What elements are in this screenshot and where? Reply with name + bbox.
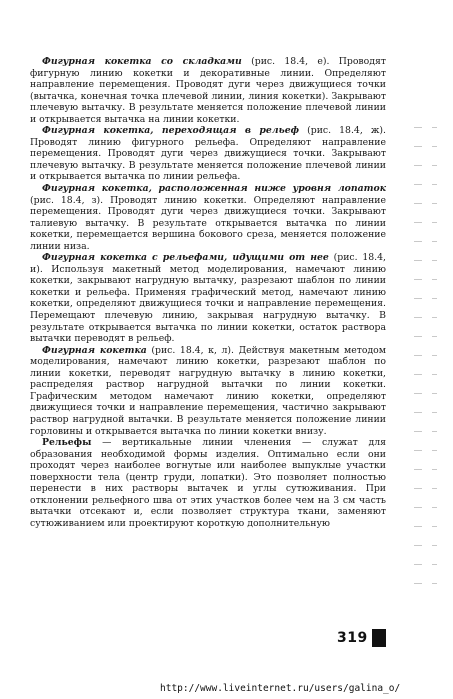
paragraph-text: — вертикальные линии членения — служат для образования необходимой формы изделия. Оптимально если они проходят через наиболее вогнутые или наиболее выпуклые участки поверхности тела (центр груди, лопатки). Это позволяет полностью перенести в них растворы вытачек и углы сутюживания. При отклонении рельефного шва от этих участков более чем на 3 см часть вытачки отсекают и, если позволяет структура ткани, заменяют сутюживанием или проектируют короткую дополнительную <box>30 437 386 529</box>
paragraph-curved-yoke-with-reliefs <box>30 252 386 344</box>
paragraph-heading: Рельефы <box>42 437 92 449</box>
paragraph-heading: Фигурная кокетка с рельефами, идущими от нее <box>42 252 329 264</box>
paragraph-heading: Фигурная кокетка, расположенная ниже уровня лопаток <box>42 183 386 195</box>
paragraph-curved-yoke-relief <box>30 125 386 183</box>
paragraph-curved-yoke-folds <box>30 56 386 125</box>
paragraph-curved-yoke-below-blades <box>30 183 386 252</box>
paragraph-heading: Фигурная кокетка <box>42 344 147 356</box>
source-url-watermark: http://www.liveinternet.ru/users/galina_o/ <box>160 683 401 694</box>
page-number: 319 <box>337 630 368 646</box>
paragraph-text: (рис. 18.4, к, л). Действуя макетным методом моделирования, намечают линию кокетки, разрезают шаблон по линии кокетки, переводят нагрудную вытачку в линию кокетки, распределяя раствор нагрудной вытачки по линии кокетки. Графическим методом намечают линию кокетки, определяют движущиеся точки и направление перемещения, частично закрывают раствор нагрудной вытачки. В результате меняется положение линии горловины и открывается вытачка по линии кокетки внизу. <box>30 344 386 437</box>
body-text <box>30 56 386 529</box>
page-number-bar <box>372 629 386 647</box>
paragraph-heading: Фигурная кокетка со складками <box>42 56 242 67</box>
paragraph-text: (рис. 18.4, и). Используя макетный метод моделирования, намечают линию кокетки, закрывают нагрудную вытачку, разрезают шаблон по линии кокетки и рельефа. Применяя графический метод, намечают линию кокетки, определяют движущиеся точки и направление перемещения. Перемещают плечевую линию, закрывая нагрудную вытачку. В результате открывается вытачка по линии кокетки, остаток раствора вытачки переводят в рельеф. <box>30 252 386 345</box>
paragraph-heading: Фигурная кокетка, переходящая в рельеф <box>42 125 300 137</box>
scan-edge-noise <box>404 120 446 590</box>
paragraph-curved-yoke <box>30 345 386 437</box>
paragraph-text: (рис. 18.4, ж). Проводят линию фигурного рельефа. Определяют направление перемещения. Проводят дуги через движущиеся точки. Закрывают плечевую вытачку. В результате меняется положение плечевой линии и открывается вытачка по линии рельефа. <box>30 125 386 183</box>
paragraph-text: (рис. 18.4, е). Проводят фигурную линию кокетки и декоративные линии. Определяют направление перемещения. Проводят дуги через движущиеся точки (вытачка, конечная точка плечевой линии, линия кокетки). Закрывают плечевую вытачку. В результате меняется положение плечевой линии и открывается вытачка на линии кокетки. <box>30 56 386 125</box>
page-number-block <box>337 627 387 649</box>
paragraph-text: (рис. 18.4, з). Проводят линию кокетки. Определяют направление перемещения. Проводят дуги через движущиеся точки. Закрывают талиевую вытачку. В результате открывается вытачка по линии кокетки, перемещается вершина бокового среза, меняется положение линии низа. <box>30 194 386 252</box>
paragraph-reliefs <box>30 437 386 529</box>
